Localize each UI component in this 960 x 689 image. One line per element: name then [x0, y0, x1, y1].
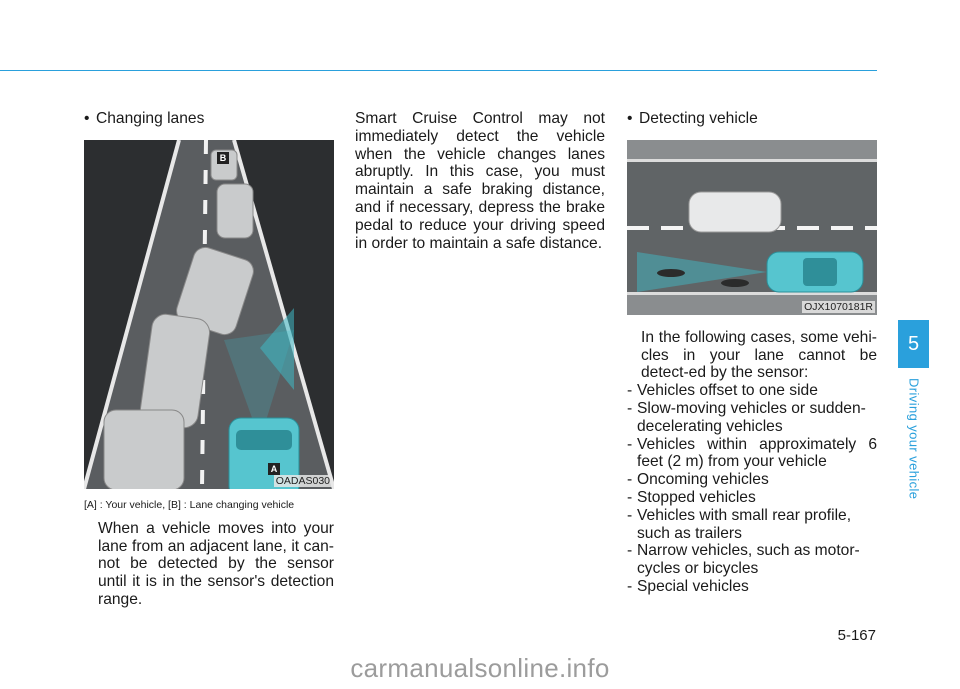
list-item: - Oncoming vehicles: [627, 471, 769, 489]
lane-change-illustration: [84, 140, 334, 489]
paragraph-braking-distance: Smart Cruise Control may not immediately detect the vehicle when the vehicle changes lanes abruptly. In this case, you must maintain a safe braking distance, and if necessary, depress the brake pedal to reduce your driving speed in order to maintain a safe distance.: [355, 110, 605, 252]
list-item: - Vehicles with small rear profile, such as trailers: [627, 506, 852, 542]
undetected-vehicle-list: [627, 382, 877, 596]
bullet-icon: •: [627, 110, 633, 127]
list-item: - Vehicles offset to one side: [627, 382, 818, 400]
list-item: - Stopped vehicles: [627, 488, 756, 506]
vehicle-b-label: B: [217, 152, 229, 164]
list-item: - Narrow vehicles, such as motor-cycles or bicycles: [627, 542, 860, 578]
figure-code: OADAS030: [275, 474, 330, 487]
page-number: 5-167: [837, 627, 876, 644]
road-diagram: [84, 140, 334, 489]
vehicle-detection-illustration: [627, 140, 877, 315]
column-middle: [355, 110, 605, 252]
chapter-tab: 5: [898, 320, 929, 368]
figure-caption: [A] : Your vehicle, [B] : Lane changing vehicle: [84, 498, 295, 511]
bullet-icon: •: [84, 110, 90, 127]
vehicle-a-label: A: [268, 463, 280, 475]
list-item: - Slow-moving vehicles or sudden-decelerating vehicles: [627, 399, 866, 435]
section-heading-changing-lanes: • Changing lanes: [84, 110, 205, 127]
header-rule: [0, 70, 877, 71]
column-right: [627, 110, 877, 596]
watermark: carmanualsonline.info: [350, 653, 610, 683]
chapter-label: Driving your vehicle: [906, 378, 921, 500]
paragraph-lane-detection: When a vehicle moves into your lane from an adjacent lane, it can-not be detected by the sensor until it is in the sensor's detection range.: [98, 519, 334, 608]
paragraph-intro: In the following cases, some vehi-cles in your lane cannot be detect-ed by the sensor:: [641, 328, 877, 382]
section-heading-detecting-vehicle: • Detecting vehicle: [627, 110, 758, 127]
list-item: - Vehicles within approximately 6 feet (2 m) from your vehicle: [627, 435, 877, 471]
figure-code: OJX1070181R: [804, 300, 873, 313]
detection-diagram: [627, 140, 877, 315]
list-item: - Special vehicles: [627, 577, 749, 595]
column-left: [84, 110, 334, 609]
